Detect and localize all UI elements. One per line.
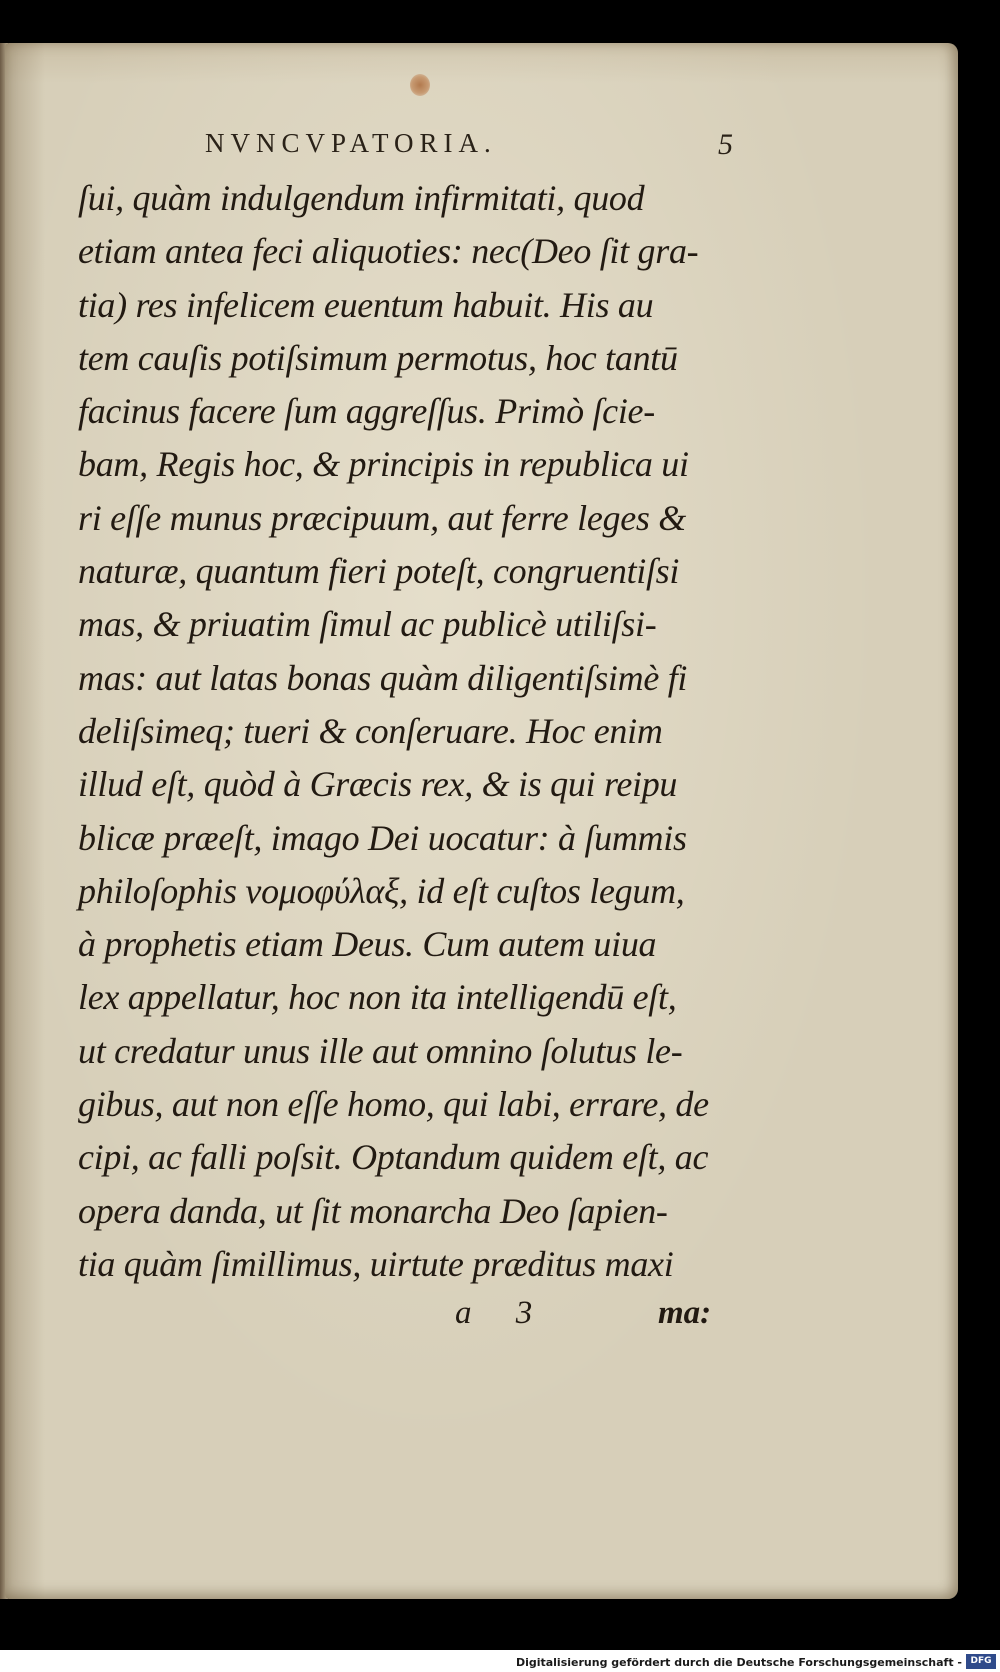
text-line: tia) res infelicem euentum habuit. His au bbox=[78, 284, 654, 325]
text-line: gibus, aut non eſſe homo, qui labi, errare, de bbox=[78, 1084, 709, 1125]
text-line: ri eſſe munus præcipuum, aut ferre leges & bbox=[78, 497, 686, 538]
footer-bar bbox=[0, 1650, 1000, 1672]
text-line: opera danda, ut ſit monarcha Deo ſapien- bbox=[78, 1190, 668, 1231]
text-body bbox=[78, 172, 738, 1291]
text-line: mas: aut latas bonas quàm diligentiſsimè fi bbox=[78, 657, 688, 698]
text-line: ſui, quàm indulgendum infirmitati, quod bbox=[78, 178, 645, 218]
dfg-logo: DFG bbox=[966, 1654, 996, 1669]
text-line: mas, & priuatim ſimul ac publicè utiliſsi- bbox=[78, 604, 657, 645]
page-number: 5 bbox=[718, 128, 733, 161]
text-line: facinus facere ſum aggreſſus. Primò ſcie- bbox=[78, 391, 655, 432]
catchword: ma: bbox=[658, 1295, 712, 1331]
text-line: deliſsimeq; tueri & conſeruare. Hoc enim bbox=[78, 710, 663, 751]
text-line: tia quàm ſimillimus, uirtute præditus maxi bbox=[78, 1243, 674, 1284]
text-line: cipi, ac falli poſsit. Optandum quidem eſt, ac bbox=[78, 1137, 709, 1178]
text-line: etiam antea feci aliquoties: nec(Deo ſit gra- bbox=[78, 231, 699, 272]
paper-stain bbox=[410, 74, 430, 96]
signature-mark: a 3 bbox=[455, 1295, 551, 1331]
text-line: bam, Regis hoc, & principis in republica ui bbox=[78, 444, 689, 485]
text-line: illud eſt, quòd à Græcis rex, & is qui reipu bbox=[78, 764, 678, 805]
running-head: NVNCVPATORIA. bbox=[205, 128, 497, 158]
text-line: tem cauſis potiſsimum permotus, hoc tantū bbox=[78, 337, 678, 378]
text-line: philoſophis νομοφύλαξ, id eſt cuſtos legum, bbox=[78, 870, 685, 911]
text-line: à prophetis etiam Deus. Cum autem uiua bbox=[78, 924, 657, 965]
funding-notice: Digitalisierung gefördert durch die Deutsche Forschungsgemeinschaft - bbox=[515, 1656, 962, 1669]
text-line: ut credatur unus ille aut omnino ſolutus le- bbox=[78, 1030, 683, 1071]
text-line: lex appellatur, hoc non ita intelligendū eſt, bbox=[78, 977, 677, 1018]
text-line: naturæ, quantum fieri poteſt, congruentiſsi bbox=[78, 551, 680, 592]
text-line: blicæ præeſt, imago Dei uocatur: à ſummis bbox=[78, 817, 687, 858]
